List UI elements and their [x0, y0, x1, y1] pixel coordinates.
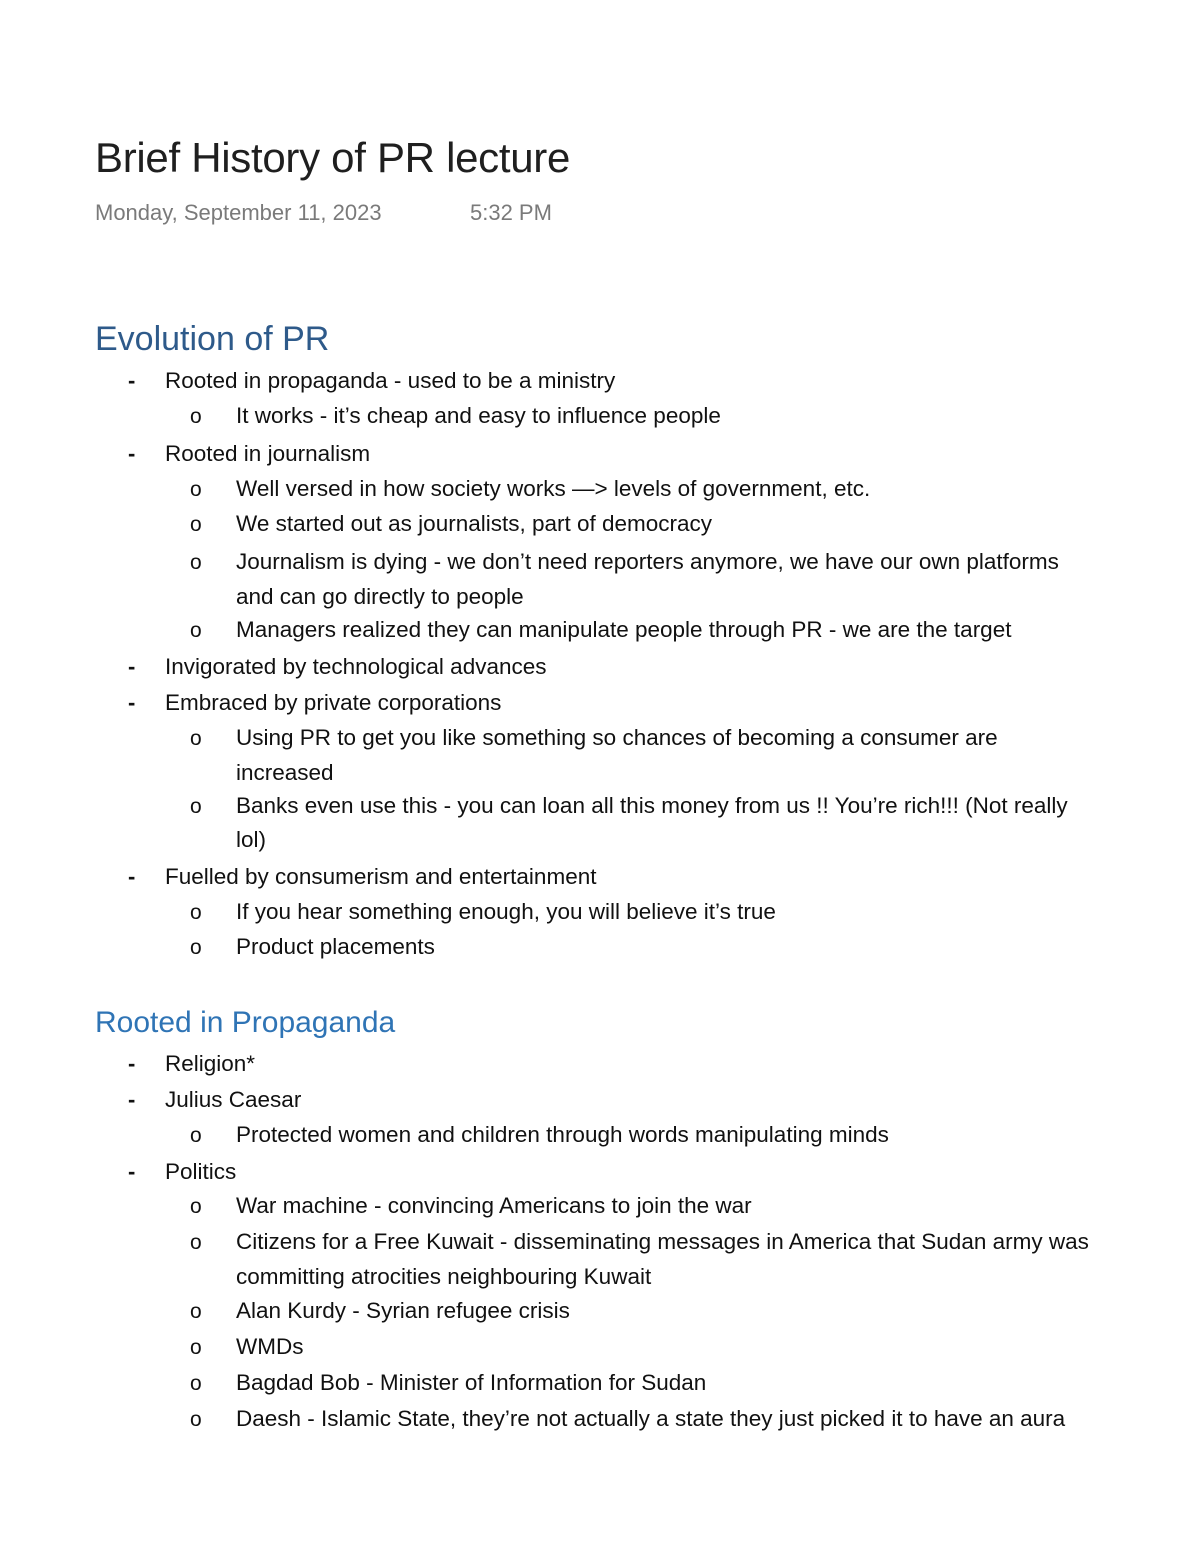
list-item: Politics	[165, 1159, 237, 1184]
list-item: Daesh - Islamic State, they’re not actually a state they just picked it to have an aura	[236, 1406, 1066, 1431]
list-item: Bagdad Bob - Minister of Information for Sudan	[236, 1370, 707, 1395]
list-item-continuation: lol)	[236, 827, 267, 852]
circle-bullet: o	[190, 405, 202, 428]
dash-bullet: -	[128, 654, 136, 679]
circle-bullet: o	[190, 513, 202, 536]
list-item: Religion*	[165, 1051, 256, 1076]
page-title: Brief History of PR lecture	[95, 134, 571, 181]
list-item-continuation: increased	[236, 760, 334, 785]
circle-bullet: o	[190, 551, 202, 574]
list-item-continuation: committing atrocities neighbouring Kuwait	[236, 1264, 652, 1289]
list-item-continuation: and can go directly to people	[236, 584, 524, 609]
heading-evolution-of-pr: Evolution of PR	[95, 320, 330, 358]
list-item: If you hear something enough, you will believe it’s true	[236, 899, 776, 924]
circle-bullet: o	[190, 795, 202, 818]
circle-bullet: o	[190, 1231, 202, 1254]
page-date: Monday, September 11, 2023	[95, 200, 382, 225]
circle-bullet: o	[190, 1336, 202, 1359]
list-item: WMDs	[236, 1334, 304, 1359]
dash-bullet: -	[128, 368, 136, 393]
circle-bullet: o	[190, 901, 202, 924]
dash-bullet: -	[128, 690, 136, 715]
list-item: Alan Kurdy - Syrian refugee crisis	[236, 1298, 570, 1323]
circle-bullet: o	[190, 727, 202, 750]
dash-bullet: -	[128, 441, 136, 466]
list-item: Rooted in journalism	[165, 441, 371, 466]
list-item: Managers realized they can manipulate people through PR - we are the target	[236, 617, 1012, 642]
heading-rooted-in-propaganda: Rooted in Propaganda	[95, 1006, 396, 1039]
list-item: Fuelled by consumerism and entertainment	[165, 864, 597, 889]
list-item: We started out as journalists, part of democracy	[236, 511, 713, 536]
list-item: It works - it’s cheap and easy to influence people	[236, 403, 721, 428]
list-item: Julius Caesar	[165, 1087, 302, 1112]
dash-bullet: -	[128, 1087, 136, 1112]
list-item: War machine - convincing Americans to join the war	[236, 1193, 752, 1218]
list-item: Invigorated by technological advances	[165, 654, 547, 679]
circle-bullet: o	[190, 619, 202, 642]
list-item: Using PR to get you like something so chances of becoming a consumer are	[236, 725, 998, 750]
list-item: Journalism is dying - we don’t need reporters anymore, we have our own platforms	[236, 549, 1059, 574]
circle-bullet: o	[190, 478, 202, 501]
list-item: Well versed in how society works —> levels of government, etc.	[236, 476, 871, 501]
circle-bullet: o	[190, 1124, 202, 1147]
list-item: Rooted in propaganda - used to be a ministry	[165, 368, 616, 393]
dash-bullet: -	[128, 1051, 136, 1076]
dash-bullet: -	[128, 1159, 136, 1184]
circle-bullet: o	[190, 1195, 202, 1218]
list-item: Citizens for a Free Kuwait - disseminating messages in America that Sudan army was	[236, 1229, 1089, 1254]
list-item: Banks even use this - you can loan all this money from us !! You’re rich!!! (Not really	[236, 793, 1068, 818]
list-item: Protected women and children through words manipulating minds	[236, 1122, 889, 1147]
list-item: Embraced by private corporations	[165, 690, 502, 715]
dash-bullet: -	[128, 864, 136, 889]
list-item: Product placements	[236, 934, 435, 959]
page-time: 5:32 PM	[470, 200, 552, 225]
circle-bullet: o	[190, 1408, 202, 1431]
circle-bullet: o	[190, 1300, 202, 1323]
circle-bullet: o	[190, 1372, 202, 1395]
circle-bullet: o	[190, 936, 202, 959]
